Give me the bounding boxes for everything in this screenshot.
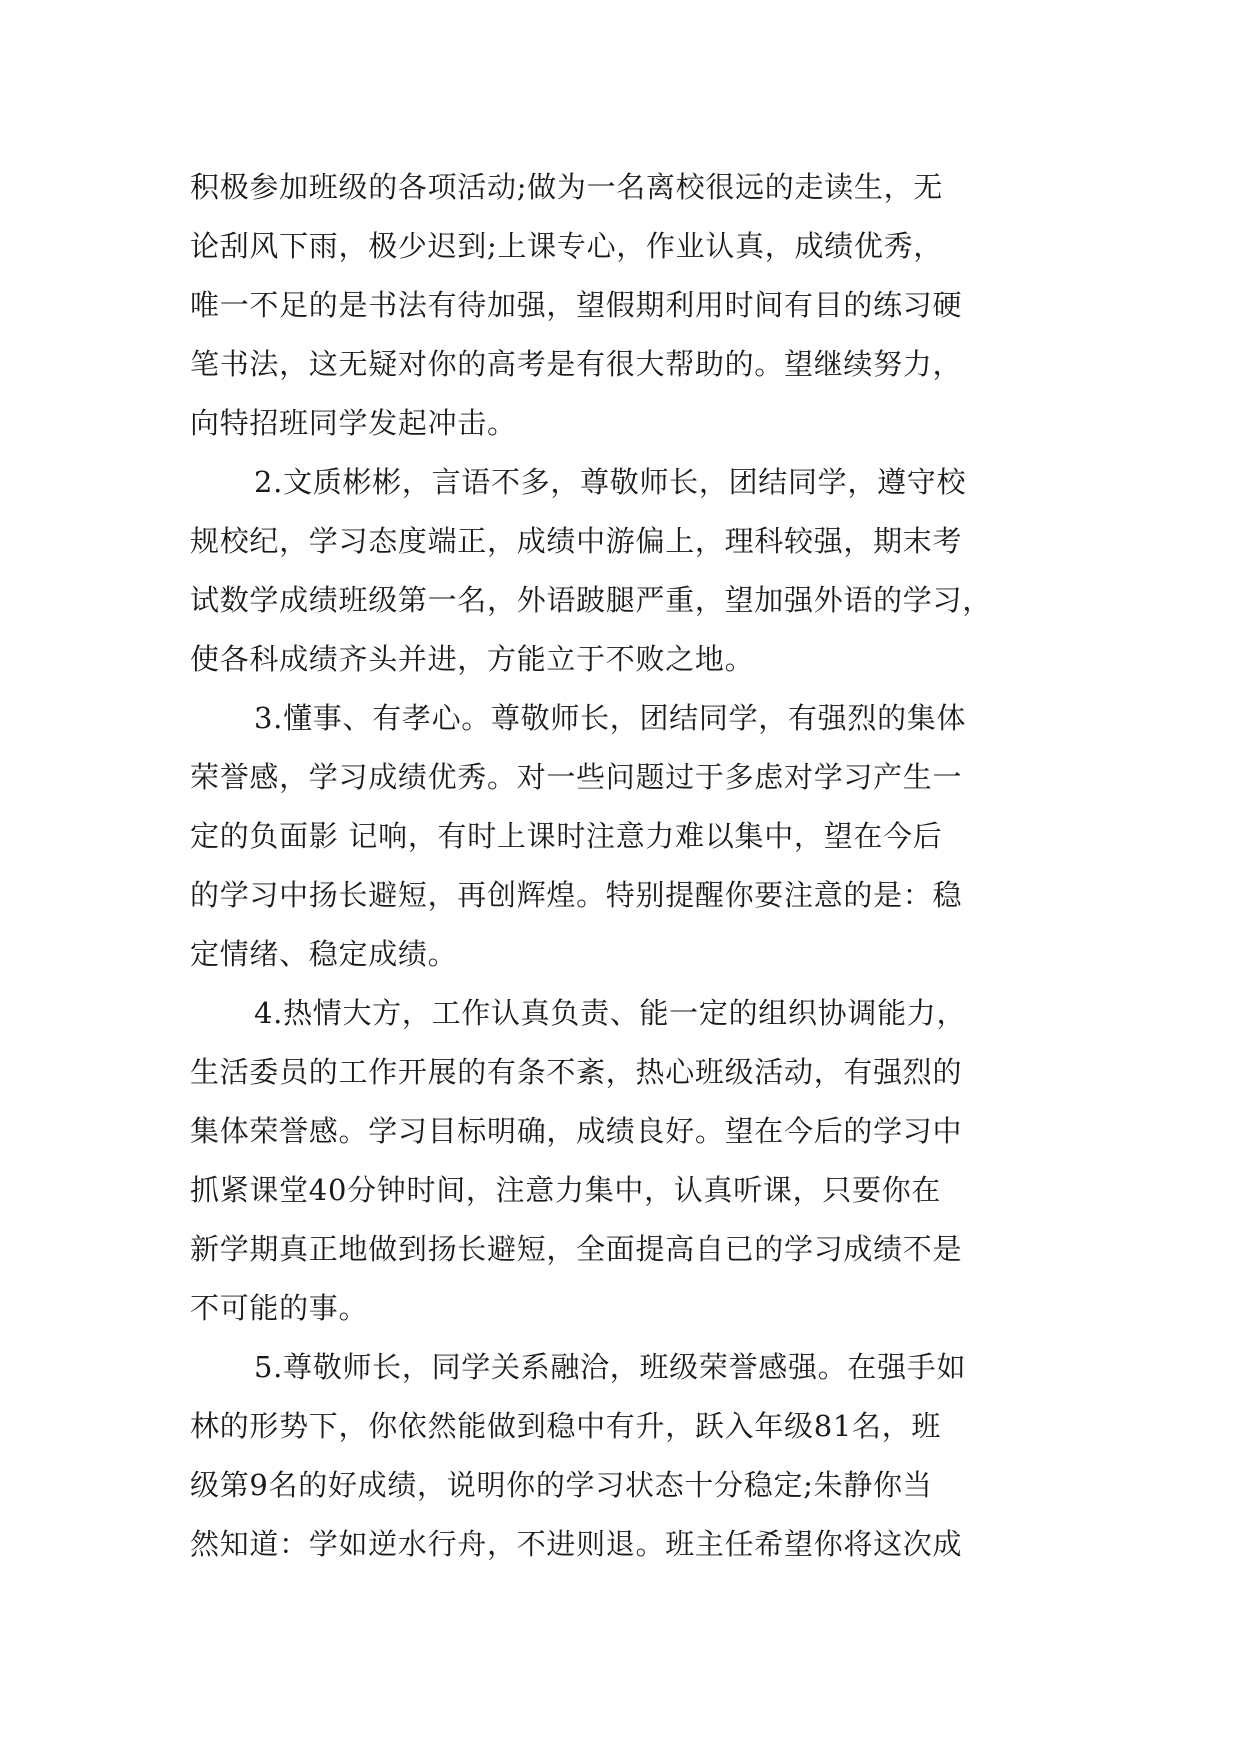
- text-line: 林的形势下，你依然能做到稳中有升，跃入年级81名，班: [190, 1409, 942, 1443]
- paragraph-5: [190, 1338, 1062, 1574]
- document-page: [190, 158, 1062, 1574]
- text-line: 积极参加班级的各项活动;做为一名离校很远的走读生，无: [190, 170, 943, 204]
- text-line: 荣誉感，学习成绩优秀。对一些问题过于多虑对学习产生一: [190, 760, 963, 794]
- text-line: 级第9名的好成绩，说明你的学习状态十分稳定;朱静你当: [190, 1468, 933, 1502]
- paragraph-4: [190, 984, 1062, 1338]
- text-line: 5.尊敬师长，同学关系融洽，班级荣誉感强。在强手如: [254, 1350, 967, 1384]
- text-line: 然知道：学如逆水行舟，不进则退。班主任希望你将这次成: [190, 1527, 963, 1561]
- text-line: 规校纪，学习态度端正，成绩中游偏上，理科较强，期末考: [190, 524, 963, 558]
- text-line: 使各科成绩齐头并进，方能立于不败之地。: [190, 642, 755, 676]
- text-line: 向特招班同学发起冲击。: [190, 406, 517, 440]
- text-line: 集体荣誉感。学习目标明确，成绩良好。望在今后的学习中: [190, 1114, 963, 1148]
- text-line: 4.热情大方，工作认真负责、能一定的组织协调能力，: [254, 996, 967, 1030]
- paragraph-3: [190, 689, 1062, 984]
- text-line: 抓紧课堂40分钟时间，注意力集中，认真听课，只要你在: [190, 1173, 942, 1207]
- paragraph-1: [190, 158, 1062, 453]
- paragraph-2: [190, 453, 1062, 689]
- text-line: 唯一不足的是书法有待加强，望假期利用时间有目的练习硬: [190, 288, 963, 322]
- text-line: 试数学成绩班级第一名，外语跛腿严重，望加强外语的学习，: [190, 583, 992, 617]
- text-line: 定情绪、稳定成绩。: [190, 937, 458, 971]
- text-line: 的学习中扬长避短，再创辉煌。特别提醒你要注意的是：稳: [190, 878, 963, 912]
- text-line: 定的负面影 记响，有时上课时注意力难以集中，望在今后: [190, 819, 943, 853]
- text-line: 2.文质彬彬，言语不多，尊敬师长，团结同学，遵守校: [254, 465, 967, 499]
- text-line: 新学期真正地做到扬长避短，全面提高自已的学习成绩不是: [190, 1232, 963, 1266]
- text-line: 3.懂事、有孝心。尊敬师长，团结同学，有强烈的集体: [254, 701, 967, 735]
- text-line: 论刮风下雨，极少迟到;上课专心，作业认真，成绩优秀，: [190, 229, 943, 263]
- text-line: 笔书法，这无疑对你的高考是有很大帮助的。望继续努力，: [190, 347, 963, 381]
- text-line: 不可能的事。: [190, 1291, 369, 1325]
- text-line: 生活委员的工作开展的有条不紊，热心班级活动，有强烈的: [190, 1055, 963, 1089]
